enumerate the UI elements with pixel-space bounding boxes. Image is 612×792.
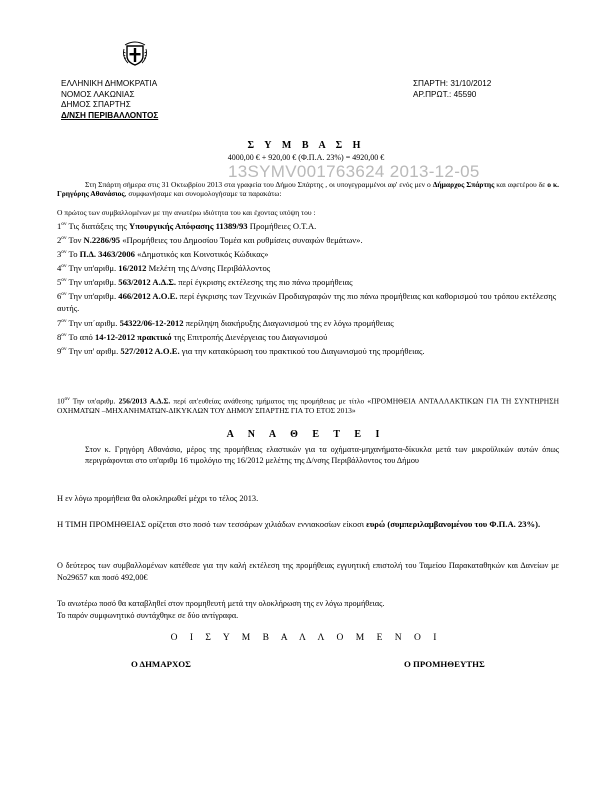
item-ordinal: ον (61, 263, 67, 270)
department-name: Δ/ΝΣΗ ΠΕΡΙΒΑΛΛΟΝΤΟΣ (61, 110, 159, 120)
contract-amount: 4000,00 € + 920,00 € (Φ.Π.Α. 23%) = 4920,00 € (227, 153, 385, 162)
award-paragraph: Στον κ. Γρηγόρη Αθανάσιο, μέρος της προμήθειας ελαστικών για τα οχήματα-μηχανήματα-δίκυκλα μετά των μικροϋλικών αυτών όπως περιγράφονται στο υπ'αριθμ 16 τιμολόγιο της 16/2012 μελέτης της Δ/νσης Περιβάλλοντος του Δήμου (85, 445, 559, 466)
issuer-block (61, 79, 158, 121)
item-ordinal: ον (61, 345, 67, 352)
item-number: 4 (57, 263, 62, 274)
price-amount-words: ευρώ (συμπεριλαμβανομένου του Φ.Π.Α. 23%). (366, 519, 541, 529)
issuer-line: ΕΛΛΗΝΙΚΗ ΔΗΜΟΚΡΑΤΙΑ (61, 79, 158, 88)
closing-paragraph (57, 598, 559, 621)
consideration-item (57, 343, 559, 357)
consideration-item (57, 315, 559, 329)
item-text: της Επιτροπής Διενέργειας του Διαγωνισμού (171, 331, 328, 342)
item-text: Τις διατάξεις της (66, 220, 129, 231)
date-reference-block (413, 79, 491, 100)
item-text: Την υπ' αριθμ. (66, 345, 121, 356)
item-text: περί έγκρισης των Τεχνικών Προδιαγραφών της πιο πάνω προμήθειας και καθορισμού του τρόπου εκτέλεσης αυτής. (57, 291, 557, 314)
item-number: 5 (57, 277, 62, 288)
item-text: Την υπ΄αριθμ. (66, 317, 120, 328)
item-ordinal: ον (61, 291, 67, 298)
document-date: ΣΠΑΡΤΗ: 31/10/2012 (413, 79, 492, 88)
item-number: 6 (57, 291, 62, 302)
item-reference: 256/2013 Α.Δ.Σ. (118, 396, 171, 406)
greek-coat-of-arms-emblem (122, 39, 148, 67)
item-number: 8 (57, 331, 62, 342)
item-number: 1 (57, 220, 62, 231)
item-text: Την υπ'αριθμ. (66, 277, 119, 288)
intro-text: , συμφωνήσαμε και συνομολογήσαμε τα παρακάτω: (124, 189, 282, 199)
price-text: Η ΤΙΜΗ ΠΡΟΜΗΘΕΙΑΣ ορίζεται στο ποσό των τεσσάρων χιλιάδων εννιακοσίων είκοσι (57, 519, 367, 529)
item-text: Τον (66, 234, 84, 245)
item-number: 9 (57, 345, 62, 356)
item-text: Το (66, 248, 80, 259)
item-reference: Π.Δ. 3463/2006 (79, 248, 135, 259)
item-reference: 14-12-2012 πρακτικό (94, 331, 172, 342)
price-paragraph (57, 518, 559, 530)
item-reference: 563/2012 Α.Δ.Σ. (118, 277, 177, 288)
item-number: 7 (57, 317, 62, 328)
item-number: 2 (57, 234, 62, 245)
diavgeia-stamp: 13SYMV001763624 2013-12-05 (228, 162, 480, 181)
intro-text: και αφετέρου δε (494, 180, 548, 189)
consideration-item (57, 260, 559, 274)
item-text: Το από (66, 331, 95, 342)
mayor-label: Δήμαρχος Σπάρτης (432, 180, 495, 189)
item-ordinal: ον (61, 249, 67, 256)
signature-mayor: Ο ΔΗΜΑΡΧΟΣ (131, 659, 191, 669)
item-number: 10 (57, 396, 65, 406)
item-text: Προμήθειες Ο.Τ.Α. (247, 220, 317, 231)
closing-line: Το ανωτέρω ποσό θα καταβληθεί στον προμηθευτή μετά την ολοκλήρωση της εν λόγω προμήθειας. (57, 599, 385, 608)
consideration-item (57, 274, 559, 288)
item-text: «Δημοτικός και Κοινοτικός Κώδικας» (134, 248, 269, 259)
item-text: Την υπ'αριθμ. (69, 396, 119, 406)
supplier-name: ο κ. Γρηγόρης Αθανάσιος (57, 180, 560, 199)
item-ordinal: ον (61, 221, 67, 227)
item-text: Την υπ'αριθμ. (66, 263, 119, 274)
intro-considering: Ο πρώτος των συμβαλλομένων με την ανωτέρω ιδιότητα του και έχοντας υπόψη του : (57, 208, 316, 217)
issuer-line: ΔΗΜΟΣ ΣΠΑΡΤΗΣ (61, 100, 131, 110)
parties-heading: Ο Ι Σ Υ Μ Β Α Λ Λ Ο Μ Ε Ν Ο Ι (170, 633, 442, 643)
consideration-item (57, 329, 559, 343)
consideration-item (57, 246, 559, 260)
consideration-item (57, 232, 559, 246)
closing-line: Το παρόν συμφωνητικό συντάχθηκε σε δύο αντίγραφα. (57, 610, 239, 620)
item-text: για την κατακύρωση του πρακτικού του Διαγωνισμού της προμήθειας. (179, 345, 425, 356)
item-reference: 16/2012 (118, 263, 147, 274)
item-reference: Υπουργικής Απόφασης 11389/93 (128, 220, 248, 231)
item-text: Την υπ'αριθμ. (66, 291, 119, 302)
intro-text: Στη Σπάρτη σήμερα στις 31 Οκτωβρίου 2013 στα γραφεία του Δήμου Σπάρτης , οι υπογεγραμμένοι αφ' ενός μεν ο (85, 180, 433, 189)
item-reference: 466/2012 Α.Ο.Ε. (118, 291, 178, 302)
issuer-line: ΝΟΜΟΣ ΛΑΚΩΝΙΑΣ (61, 89, 135, 99)
item-reference: 54322/06-12-2012 (119, 317, 184, 328)
considerations-list (57, 218, 559, 357)
intro-paragraph (57, 180, 559, 198)
guarantee-paragraph: Ο δεύτερος των συμβαλλομένων κατέθεσε για την καλή εκτέλεση της προμήθειας εγγυητική επιστολή του Ταμείου Παρακαταθηκών και Δανείων με No29657 και ποσό 492,00€ (57, 561, 559, 582)
document-title: Σ Υ Μ Β Α Σ Η (247, 140, 365, 151)
item-text: «Προμήθειες του Δημοσίου Τομέα και ρυθμίσεις συναφών θεμάτων». (120, 234, 363, 245)
item-ordinal: ον (61, 235, 67, 242)
consideration-item (57, 218, 559, 232)
consideration-item-10 (57, 395, 559, 415)
item-number: 3 (57, 248, 62, 259)
item-text: περί απ'ευθείας ανάθεσης τμήματος της προμήθειας με τίτλο «ΠΡΟΜΗΘΕΙΑ ΑΝΤΑΛΛΑΚΤΙΚΩΝ ΓΙΑ ΤΗ ΣΥΝΤΗΡΗΣΗ ΟΧΗΜΑΤΩΝ –ΜΗΧΑΝΗΜΑΤΩΝ-ΔΙΚΥΚΛΩΝ ΤΟΥ ΔΗΜΟΥ ΣΠΑΡΤΗΣ ΓΙΑ ΤΟ ΕΤΟΣ 2013» (57, 396, 559, 415)
item-text: Μελέτη της Δ/νσης Περιβάλλοντος (146, 263, 271, 274)
item-ordinal: ον (61, 331, 67, 338)
item-text: περί έγκρισης εκτέλεσης της πιο πάνω προμήθειας (176, 277, 353, 288)
item-ordinal: ον (64, 396, 70, 402)
consideration-item (57, 288, 559, 314)
anathetei-heading: Α Ν Α Θ Ε Τ Ε Ι (226, 429, 386, 440)
protocol-number: ΑΡ.ΠΡΩΤ.: 45590 (413, 89, 477, 99)
item-reference: Ν.2286/95 (83, 234, 121, 245)
completion-paragraph: Η εν λόγω προμήθεια θα ολοκληρωθεί μέχρι το τέλος 2013. (57, 494, 259, 503)
item-ordinal: ον (61, 317, 67, 324)
item-ordinal: ον (61, 277, 67, 284)
signature-supplier: Ο ΠΡΟΜΗΘΕΥΤΗΣ (404, 659, 485, 669)
item-reference: 527/2012 Α.Ο.Ε. (120, 345, 180, 356)
item-text: περίληψη διακήρυξης Διαγωνισμού της εν λόγω προμήθειας (183, 317, 394, 328)
